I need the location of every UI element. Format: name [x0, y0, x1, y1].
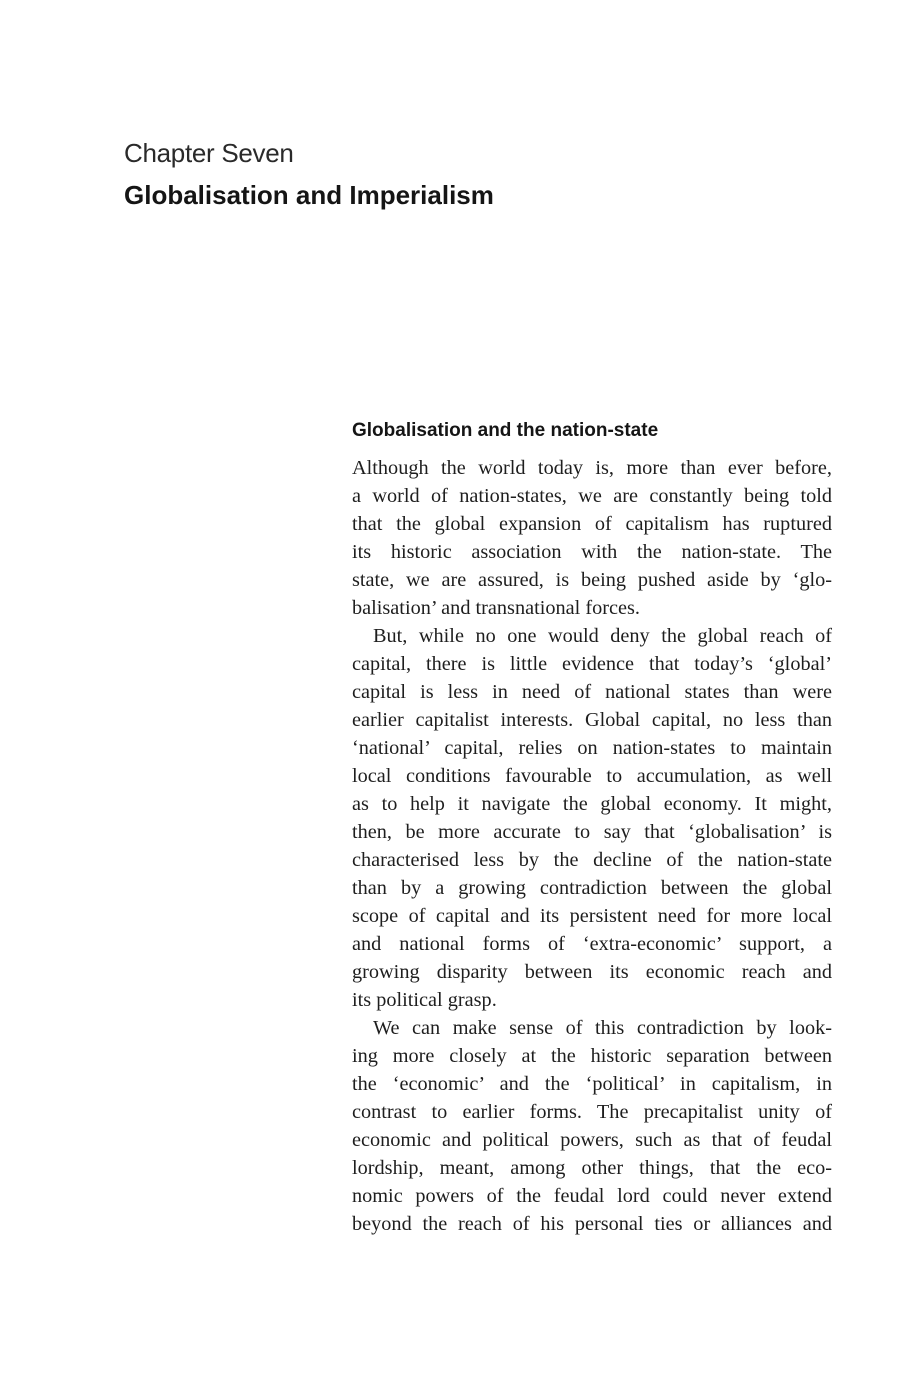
text-line: capital, there is little evidence that today’s ‘global’: [352, 653, 832, 675]
section-heading: Globalisation and the nation-state: [352, 420, 659, 441]
text-line: state, we are assured, is being pushed aside by ‘glo-: [352, 569, 832, 591]
text-line: balisation’ and transnational forces.: [352, 597, 640, 619]
text-line: contrast to earlier forms. The precapitalist unity of: [352, 1101, 832, 1123]
section: [352, 418, 832, 1238]
paragraph-3: [352, 1014, 832, 1238]
text-line: a world of nation-states, we are constantly being told: [352, 485, 832, 507]
text-line: scope of capital and its persistent need for more local: [352, 905, 832, 927]
text-line: and national forms of ‘extra-economic’ support, a: [352, 933, 832, 955]
text-line: beyond the reach of his personal ties or alliances and: [352, 1213, 832, 1235]
text-line: But, while no one would deny the global reach of: [373, 625, 832, 647]
text-line: then, be more accurate to say that ‘globalisation’ is: [352, 821, 832, 843]
text-line: nomic powers of the feudal lord could never extend: [352, 1185, 832, 1207]
paragraph-1: [352, 454, 832, 622]
text-line: its historic association with the nation-state. The: [352, 541, 832, 563]
text-line: earlier capitalist interests. Global capital, no less than: [352, 709, 832, 731]
text-line: ‘national’ capital, relies on nation-states to maintain: [352, 737, 832, 759]
text-line: We can make sense of this contradiction by look-: [373, 1017, 832, 1039]
text-line: than by a growing contradiction between the global: [352, 877, 832, 899]
text-line: the ‘economic’ and the ‘political’ in capitalism, in: [352, 1073, 832, 1095]
text-line: capital is less in need of national states than were: [352, 681, 832, 703]
text-line: characterised less by the decline of the nation-state: [352, 849, 832, 871]
text-line: lordship, meant, among other things, that the eco-: [352, 1157, 832, 1179]
chapter-label: Chapter Seven: [124, 138, 294, 168]
text-line: its political grasp.: [352, 989, 497, 1011]
text-line: that the global expansion of capitalism has ruptured: [352, 513, 832, 535]
text-line: Although the world today is, more than ever before,: [352, 457, 832, 479]
text-line: growing disparity between its economic reach and: [352, 961, 832, 983]
text-line: economic and political powers, such as that of feudal: [352, 1129, 832, 1151]
chapter-title: Globalisation and Imperialism: [124, 180, 494, 210]
text-line: ing more closely at the historic separation between: [352, 1045, 832, 1067]
text-line: as to help it navigate the global economy. It might,: [352, 793, 832, 815]
paragraph-2: [352, 622, 832, 1014]
text-line: local conditions favourable to accumulation, as well: [352, 765, 832, 787]
